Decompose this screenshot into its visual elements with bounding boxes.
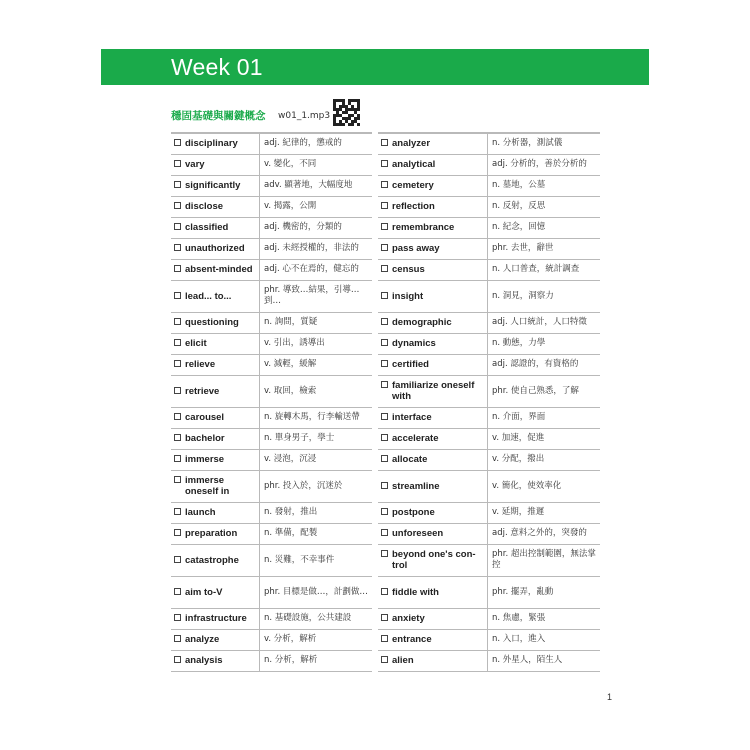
vocab-word-wrap <box>381 655 487 666</box>
vocab-definition: adj. 人口統計，人口特徵 <box>492 317 587 327</box>
vocab-definition: adj. 紀律的，懲戒的 <box>264 138 342 149</box>
vocab-word-wrap <box>381 359 487 370</box>
vocab-word: familiarize oneself with <box>392 380 475 402</box>
checkbox-icon[interactable] <box>381 413 388 420</box>
vocab-row <box>171 354 372 375</box>
vocab-word-wrap <box>381 433 487 444</box>
vocab-definition: adj. 心不在焉的，健忘的 <box>264 264 359 274</box>
vocab-definition: n. 焦慮，緊張 <box>492 613 546 623</box>
vocab-word-cell <box>171 259 260 280</box>
checkbox-icon[interactable] <box>381 139 388 146</box>
checkbox-icon[interactable] <box>174 614 181 621</box>
vocab-row <box>378 133 600 154</box>
vocab-row <box>378 333 600 354</box>
vocab-word-wrap <box>174 555 259 566</box>
vocab-row <box>378 428 600 449</box>
vocab-word: disciplinary <box>185 138 238 150</box>
vocab-row <box>171 133 372 154</box>
vocab-definition: v. 簡化，使效率化 <box>492 480 562 491</box>
vocab-row <box>171 259 372 280</box>
vocab-row <box>378 217 600 238</box>
vocab-word-cell <box>171 544 260 576</box>
vocab-definition: n. 介面，界面 <box>492 412 546 422</box>
vocab-word: immerse oneself in <box>185 475 230 497</box>
vocab-word: disclose <box>185 201 224 212</box>
vocab-word: analysis <box>185 655 223 666</box>
vocab-row <box>378 196 600 217</box>
vocab-word-cell <box>378 449 488 470</box>
vocab-definition: phr. 投入於，沉迷於 <box>264 480 343 491</box>
vocab-word: aim to-V <box>185 586 223 598</box>
vocab-word-wrap <box>381 159 487 170</box>
vocab-row <box>171 312 372 333</box>
checkbox-icon[interactable] <box>381 614 388 621</box>
vocab-row <box>378 544 600 576</box>
vocab-definition: n. 旋轉木馬，行李輸送帶 <box>264 412 360 422</box>
checkbox-icon[interactable] <box>174 476 181 483</box>
vocab-word-wrap <box>381 180 487 191</box>
checkbox-icon[interactable] <box>381 482 388 489</box>
vocab-definition: adj. 未經授權的，非法的 <box>264 243 359 253</box>
vocab-word-cell <box>378 333 488 354</box>
vocab-word-cell <box>171 523 260 544</box>
vocab-word-cell <box>171 608 260 629</box>
vocab-word-wrap <box>381 613 487 624</box>
vocab-row <box>171 333 372 354</box>
vocab-word: immerse <box>185 454 225 465</box>
checkbox-icon[interactable] <box>381 434 388 441</box>
checkbox-icon[interactable] <box>381 381 388 388</box>
vocab-word-wrap <box>174 528 259 539</box>
vocab-word-cell <box>378 576 488 608</box>
vocab-row <box>378 523 600 544</box>
vocab-word-cell <box>378 523 488 544</box>
vocab-row <box>378 312 600 333</box>
vocab-word-wrap <box>381 412 487 423</box>
vocab-word-cell <box>378 280 488 312</box>
vocab-definition: phr. 目標是做…，計劃做… <box>264 586 368 597</box>
vocab-word: lead... to... <box>185 290 232 302</box>
vocab-word: analytical <box>392 159 436 170</box>
vocab-word-wrap <box>174 359 259 370</box>
qr-code-icon <box>333 99 360 126</box>
vocab-word-wrap <box>174 264 259 275</box>
vocab-definition: adv. 顯著地，大幅度地 <box>264 180 353 190</box>
checkbox-icon[interactable] <box>174 292 181 299</box>
vocab-row <box>171 375 372 407</box>
vocab-word: catastrophe <box>185 554 239 566</box>
vocab-word: fiddle with <box>392 586 439 598</box>
vocab-word-cell <box>378 196 488 217</box>
vocab-definition: v. 變化，不同 <box>264 159 317 169</box>
vocab-word-cell <box>171 333 260 354</box>
vocab-word: alien <box>392 655 414 666</box>
vocab-word-cell <box>378 544 488 576</box>
vocab-definition: n. 單身男子，學士 <box>264 433 335 443</box>
vocab-word-wrap <box>174 138 259 149</box>
checkbox-icon[interactable] <box>174 360 181 367</box>
checkbox-icon[interactable] <box>174 635 181 642</box>
vocab-word: beyond one's con-trol <box>392 549 476 571</box>
vocab-row <box>378 470 600 502</box>
vocab-word-cell <box>171 217 260 238</box>
vocab-row <box>378 259 600 280</box>
vocab-definition: n. 人口普查，統計調查 <box>492 264 580 274</box>
vocab-word-wrap <box>381 634 487 645</box>
vocab-word-wrap <box>174 507 259 518</box>
vocab-word-cell <box>171 470 260 502</box>
vocab-word: analyzer <box>392 138 431 150</box>
vocab-word-cell <box>378 238 488 259</box>
vocab-word-wrap <box>381 481 487 492</box>
vocab-definition: n. 災難，不幸事件 <box>264 554 335 565</box>
vocab-word: census <box>392 264 425 275</box>
vocab-definition: n. 準備，配製 <box>264 528 318 538</box>
vocab-word: analyze <box>185 634 220 645</box>
vocab-definition: n. 分析，解析 <box>264 655 318 665</box>
vocab-word-cell <box>378 608 488 629</box>
vocab-row <box>171 428 372 449</box>
audio-file-label: w01_1.mp3 <box>278 111 331 121</box>
vocab-row <box>378 280 600 312</box>
vocab-word-cell <box>171 375 260 407</box>
vocab-word-cell <box>171 133 260 154</box>
vocab-word-wrap <box>174 159 259 170</box>
vocab-word-cell <box>171 280 260 312</box>
vocab-row <box>171 523 372 544</box>
vocab-word: entrance <box>392 634 432 645</box>
vocab-row <box>378 608 600 629</box>
checkbox-icon[interactable] <box>174 455 181 462</box>
qr-module <box>357 123 360 126</box>
vocab-word: allocate <box>392 454 428 465</box>
vocab-row <box>171 544 372 576</box>
vocab-word-wrap <box>174 412 259 423</box>
vocab-definition: n. 墓地，公墓 <box>492 180 546 190</box>
vocab-word: remembrance <box>392 222 455 233</box>
vocab-word-cell <box>378 375 488 407</box>
vocab-word-wrap <box>381 454 487 465</box>
vocab-word-wrap <box>174 454 259 465</box>
vocab-row <box>378 154 600 175</box>
vocab-word-wrap <box>381 264 487 275</box>
vocab-row <box>171 238 372 259</box>
vocab-word: cemetery <box>392 180 434 191</box>
vocab-definition: adj. 意料之外的，突發的 <box>492 528 587 538</box>
vocab-word-cell <box>171 196 260 217</box>
vocab-word-wrap <box>174 386 259 397</box>
vocab-word-cell <box>378 629 488 650</box>
vocab-word-wrap <box>174 338 259 349</box>
vocab-table-right <box>378 132 600 672</box>
vocab-word-cell <box>378 217 488 238</box>
checkbox-icon[interactable] <box>381 455 388 462</box>
checkbox-icon[interactable] <box>174 656 181 663</box>
vocab-row <box>171 449 372 470</box>
vocab-word-cell <box>171 629 260 650</box>
vocab-word-cell <box>378 650 488 671</box>
checkbox-icon[interactable] <box>174 556 181 563</box>
vocab-definition: adj. 機密的，分類的 <box>264 222 342 232</box>
section-header <box>171 99 591 129</box>
vocab-word-wrap <box>381 549 487 571</box>
checkbox-icon[interactable] <box>381 339 388 346</box>
week-banner <box>101 49 649 85</box>
vocab-row <box>171 650 372 671</box>
vocab-row <box>378 629 600 650</box>
vocab-word-wrap <box>174 655 259 666</box>
checkbox-icon[interactable] <box>174 160 181 167</box>
vocab-word-wrap <box>381 243 487 254</box>
vocab-row <box>378 407 600 428</box>
checkbox-icon[interactable] <box>174 434 181 441</box>
vocab-word-wrap <box>381 201 487 212</box>
vocab-word-cell <box>378 154 488 175</box>
vocab-word-cell <box>171 354 260 375</box>
vocab-word: streamline <box>392 480 440 492</box>
vocab-definition: n. 入口，進入 <box>492 634 546 644</box>
vocab-word-wrap <box>381 528 487 539</box>
checkbox-icon[interactable] <box>174 529 181 536</box>
vocab-word: anxiety <box>392 613 425 624</box>
vocab-definition: n. 紀念，回憶 <box>492 222 546 232</box>
vocab-word: insight <box>392 290 424 302</box>
checkbox-icon[interactable] <box>381 223 388 230</box>
vocab-definition: v. 取回，檢索 <box>264 385 317 396</box>
vocab-word-wrap <box>174 291 259 302</box>
vocab-definition: v. 減輕，緩解 <box>264 359 317 369</box>
vocab-word-wrap <box>174 201 259 212</box>
vocab-word: certified <box>392 359 429 370</box>
vocab-word: postpone <box>392 507 435 518</box>
vocab-word-cell <box>171 576 260 608</box>
checkbox-icon[interactable] <box>174 139 181 146</box>
checkbox-icon[interactable] <box>381 244 388 251</box>
vocab-definition: adj. 認證的，有資格的 <box>492 359 579 369</box>
vocab-word-wrap <box>381 587 487 598</box>
vocab-word-cell <box>378 259 488 280</box>
vocab-row <box>171 576 372 608</box>
vocab-definition: phr. 去世，辭世 <box>492 243 554 253</box>
vocab-word-wrap <box>174 475 259 497</box>
checkbox-icon[interactable] <box>381 656 388 663</box>
vocab-word-cell <box>378 502 488 523</box>
vocab-word-wrap <box>381 380 487 402</box>
vocab-row <box>171 280 372 312</box>
vocab-word-cell <box>171 312 260 333</box>
checkbox-icon[interactable] <box>381 360 388 367</box>
vocab-word-cell <box>171 238 260 259</box>
vocab-word: demographic <box>392 317 452 328</box>
vocab-row <box>378 354 600 375</box>
vocab-word-wrap <box>381 338 487 349</box>
vocab-word: elicit <box>185 338 207 349</box>
vocab-word-cell <box>171 175 260 196</box>
vocab-definition: n. 動態，力學 <box>492 338 546 348</box>
vocab-word-wrap <box>381 507 487 518</box>
vocab-definition: v. 分析，解析 <box>264 634 317 644</box>
vocab-word: interface <box>392 412 432 423</box>
vocab-word-wrap <box>381 138 487 149</box>
vocab-word-cell <box>378 133 488 154</box>
checkbox-icon[interactable] <box>174 387 181 394</box>
checkbox-icon[interactable] <box>381 529 388 536</box>
vocab-word: relieve <box>185 359 216 370</box>
vocab-row <box>378 650 600 671</box>
vocab-definition: n. 基礎設施，公共建設 <box>264 613 352 623</box>
checkbox-icon[interactable] <box>381 588 388 595</box>
checkbox-icon[interactable] <box>381 265 388 272</box>
vocab-row <box>378 502 600 523</box>
vocab-word: infrastructure <box>185 613 247 624</box>
vocab-definition: phr. 使自己熟悉，了解 <box>492 385 579 396</box>
vocab-word: carousel <box>185 412 225 423</box>
vocab-word-wrap <box>174 613 259 624</box>
checkbox-icon[interactable] <box>381 160 388 167</box>
checkbox-icon[interactable] <box>381 292 388 299</box>
vocab-definition: v. 加速，促進 <box>492 433 545 443</box>
vocab-row <box>171 217 372 238</box>
checkbox-icon[interactable] <box>174 223 181 230</box>
vocab-row <box>171 502 372 523</box>
vocab-row <box>378 238 600 259</box>
vocab-row <box>378 576 600 608</box>
vocab-word: vary <box>185 159 205 170</box>
vocab-definition: n. 分析器，測試儀 <box>492 138 563 149</box>
vocab-word-cell <box>171 502 260 523</box>
vocab-word-wrap <box>174 180 259 191</box>
vocab-row <box>378 175 600 196</box>
vocab-table-left <box>171 132 372 672</box>
vocab-definition: v. 延期，推遲 <box>492 507 545 517</box>
checkbox-icon[interactable] <box>381 202 388 209</box>
vocab-word: pass away <box>392 243 440 254</box>
vocab-word-wrap <box>381 222 487 233</box>
vocab-word-wrap <box>381 291 487 302</box>
vocab-word: reflection <box>392 201 435 212</box>
vocab-definition: phr. 導致…結果，引導…到… <box>264 285 360 306</box>
vocab-word-cell <box>378 428 488 449</box>
vocab-word: classified <box>185 222 229 233</box>
checkbox-icon[interactable] <box>174 588 181 595</box>
vocab-word-cell <box>171 650 260 671</box>
vocab-word: significantly <box>185 180 241 191</box>
checkbox-icon[interactable] <box>381 635 388 642</box>
vocab-word-cell <box>378 470 488 502</box>
vocab-word-cell <box>378 175 488 196</box>
checkbox-icon[interactable] <box>381 318 388 325</box>
checkbox-icon[interactable] <box>174 244 181 251</box>
checkbox-icon[interactable] <box>174 413 181 420</box>
vocab-definition: n. 洞見，洞察力 <box>492 290 554 301</box>
vocab-word: launch <box>185 507 216 518</box>
checkbox-icon[interactable] <box>174 181 181 188</box>
checkbox-icon[interactable] <box>381 508 388 515</box>
vocab-word-wrap <box>174 317 259 328</box>
checkbox-icon[interactable] <box>174 508 181 515</box>
vocab-word-wrap <box>381 317 487 328</box>
page-title: Week 01 <box>171 54 263 80</box>
checkbox-icon[interactable] <box>381 181 388 188</box>
checkbox-icon[interactable] <box>381 550 388 557</box>
vocab-row <box>171 629 372 650</box>
vocab-definition: n. 詢問，質疑 <box>264 317 318 327</box>
vocab-definition: v. 引出，誘導出 <box>264 338 325 348</box>
vocab-word: questioning <box>185 317 239 328</box>
vocab-definition: n. 反射，反思 <box>492 201 546 211</box>
checkbox-icon[interactable] <box>174 202 181 209</box>
vocab-word-cell <box>378 312 488 333</box>
vocab-row <box>378 449 600 470</box>
vocab-word: retrieve <box>185 385 220 397</box>
vocab-word-cell <box>171 449 260 470</box>
vocab-row <box>171 407 372 428</box>
vocab-row <box>171 470 372 502</box>
checkbox-icon[interactable] <box>174 265 181 272</box>
vocab-word: accelerate <box>392 433 439 444</box>
vocab-definition: phr. 擺弄，亂動 <box>492 586 554 597</box>
vocab-word-wrap <box>174 433 259 444</box>
vocab-definition: phr. 超出控制範圍，無法掌控 <box>492 549 596 570</box>
vocab-row <box>171 196 372 217</box>
vocab-definition: n. 發射，推出 <box>264 507 318 517</box>
section-title: 穩固基礎與關鍵概念 <box>171 110 266 122</box>
vocab-word-wrap <box>174 587 259 598</box>
vocab-word-cell <box>171 428 260 449</box>
vocab-word: preparation <box>185 528 238 539</box>
checkbox-icon[interactable] <box>174 318 181 325</box>
vocab-definition: adj. 分析的，善於分析的 <box>492 159 587 169</box>
vocab-word: dynamics <box>392 338 436 349</box>
vocab-word: unforeseen <box>392 528 444 539</box>
checkbox-icon[interactable] <box>174 339 181 346</box>
vocab-definition: n. 外星人，陌生人 <box>492 655 563 665</box>
vocab-row <box>171 175 372 196</box>
vocab-definition: v. 揭露，公開 <box>264 201 317 211</box>
vocab-word-cell <box>378 354 488 375</box>
vocab-definition: v. 分配，撥出 <box>492 454 545 464</box>
page-number: 1 <box>607 692 613 702</box>
vocab-word-cell <box>171 154 260 175</box>
vocab-definition: v. 浸泡，沉浸 <box>264 454 317 464</box>
vocab-row <box>378 375 600 407</box>
vocab-word-cell <box>171 407 260 428</box>
vocab-word: bachelor <box>185 433 225 444</box>
vocab-row <box>171 608 372 629</box>
vocab-word-wrap <box>174 222 259 233</box>
vocab-word-wrap <box>174 243 259 254</box>
vocab-word: unauthorized <box>185 243 245 254</box>
vocab-word-wrap <box>174 634 259 645</box>
vocab-word: absent-minded <box>185 264 253 275</box>
vocab-word-cell <box>378 407 488 428</box>
vocab-row <box>171 154 372 175</box>
